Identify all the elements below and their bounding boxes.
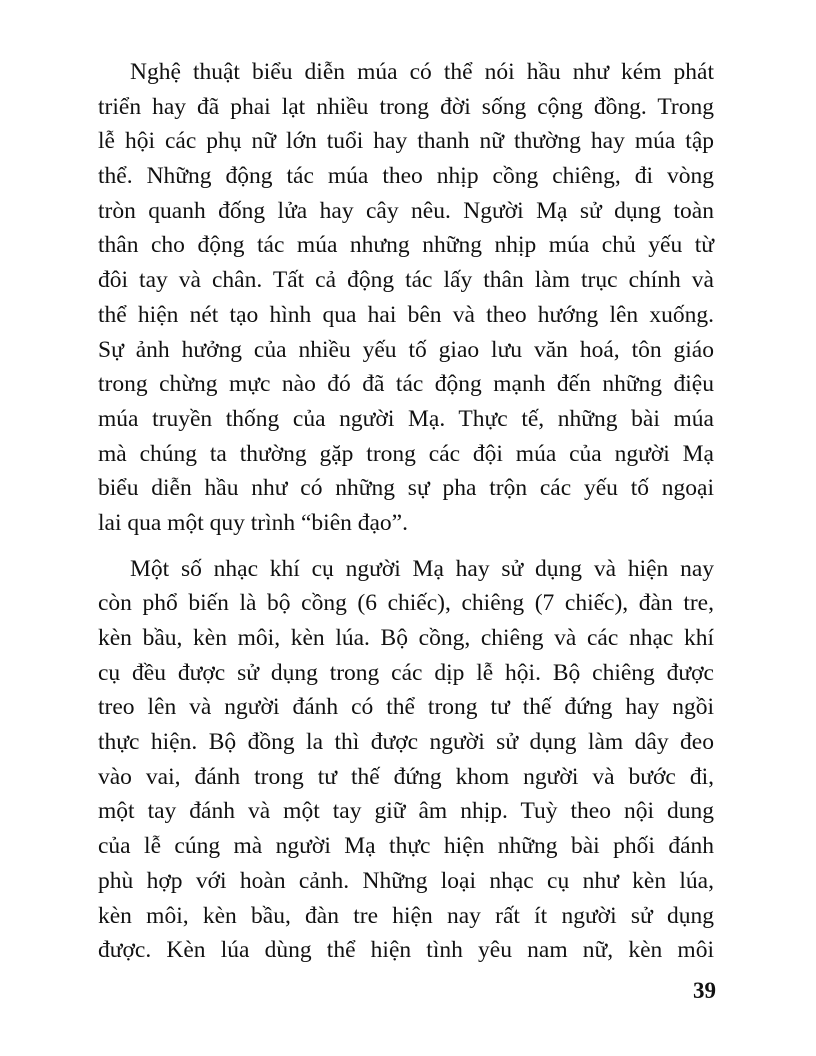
text-line: thân cho động tác múa nhưng những nhịp múa chủ yếu từ [98,232,714,259]
text-line: của lễ cúng mà người Mạ thực hiện những bài phối đánh [98,833,714,860]
text-line: cụ đều được sử dụng trong các dịp lễ hội. Bộ chiêng được [98,659,714,686]
text-line: kèn bầu, kèn môi, kèn lúa. Bộ cồng, chiêng và các nhạc khí [98,625,714,651]
text-line: lai qua một quy trình “biên đạo”. [98,509,408,536]
text-line: thể. Những động tác múa theo nhịp cồng chiêng, đi vòng [98,163,714,190]
text-line: kèn môi, kèn bầu, đàn tre hiện nay rất ít người sử dụng [98,902,714,929]
text-line: lễ hội các phụ nữ lớn tuổi hay thanh nữ thường hay múa tập [98,128,714,155]
text-line: triển hay đã phai lạt nhiều trong đời sống cộng đồng. Trong [98,93,714,120]
page-number: 39 [693,978,716,1003]
text-line: thể hiện nét tạo hình qua hai bên và theo hướng lên xuống. [98,301,714,328]
text-line: còn phổ biến là bộ cồng (6 chiếc), chiêng (7 chiếc), đàn tre, [98,590,714,617]
text-line: Một số nhạc khí cụ người Mạ hay sử dụng và hiện nay [130,555,714,582]
text-line: Sự ảnh hưởng của nhiều yếu tố giao lưu văn hoá, tôn giáo [98,336,714,363]
text-line: Nghệ thuật biểu diễn múa có thể nói hầu như kém phát [130,59,714,85]
text-line: trong chừng mực nào đó đã tác động mạnh đến những điệu [98,371,714,398]
text-line: múa truyền thống của người Mạ. Thực tế, những bài múa [98,405,714,432]
text-line: một tay đánh và một tay giữ âm nhịp. Tuỳ theo nội dung [98,798,714,825]
text-line: mà chúng ta thường gặp trong các đội múa của người Mạ [98,440,714,467]
text-line: treo lên và người đánh có thể trong tư thế đứng hay ngồi [98,694,714,721]
text-line: thực hiện. Bộ đồng la thì được người sử dụng làm dây đeo [98,729,714,756]
text-line: được. Kèn lúa dùng thể hiện tình yêu nam nữ, kèn môi [98,937,714,964]
paragraph-instruments [98,552,714,968]
paragraph-dance [98,55,714,541]
text-line: đôi tay và chân. Tất cả động tác lấy thân làm trục chính và [98,267,714,294]
text-line: tròn quanh đống lửa hay cây nêu. Người Mạ sử dụng toàn [98,197,714,224]
page-body [98,55,714,968]
text-line: vào vai, đánh trong tư thế đứng khom người và bước đi, [98,763,714,790]
text-line: phù hợp với hoàn cảnh. Những loại nhạc cụ như kèn lúa, [98,867,714,894]
text-line: biểu diễn hầu như có những sự pha trộn các yếu tố ngoại [98,475,714,502]
